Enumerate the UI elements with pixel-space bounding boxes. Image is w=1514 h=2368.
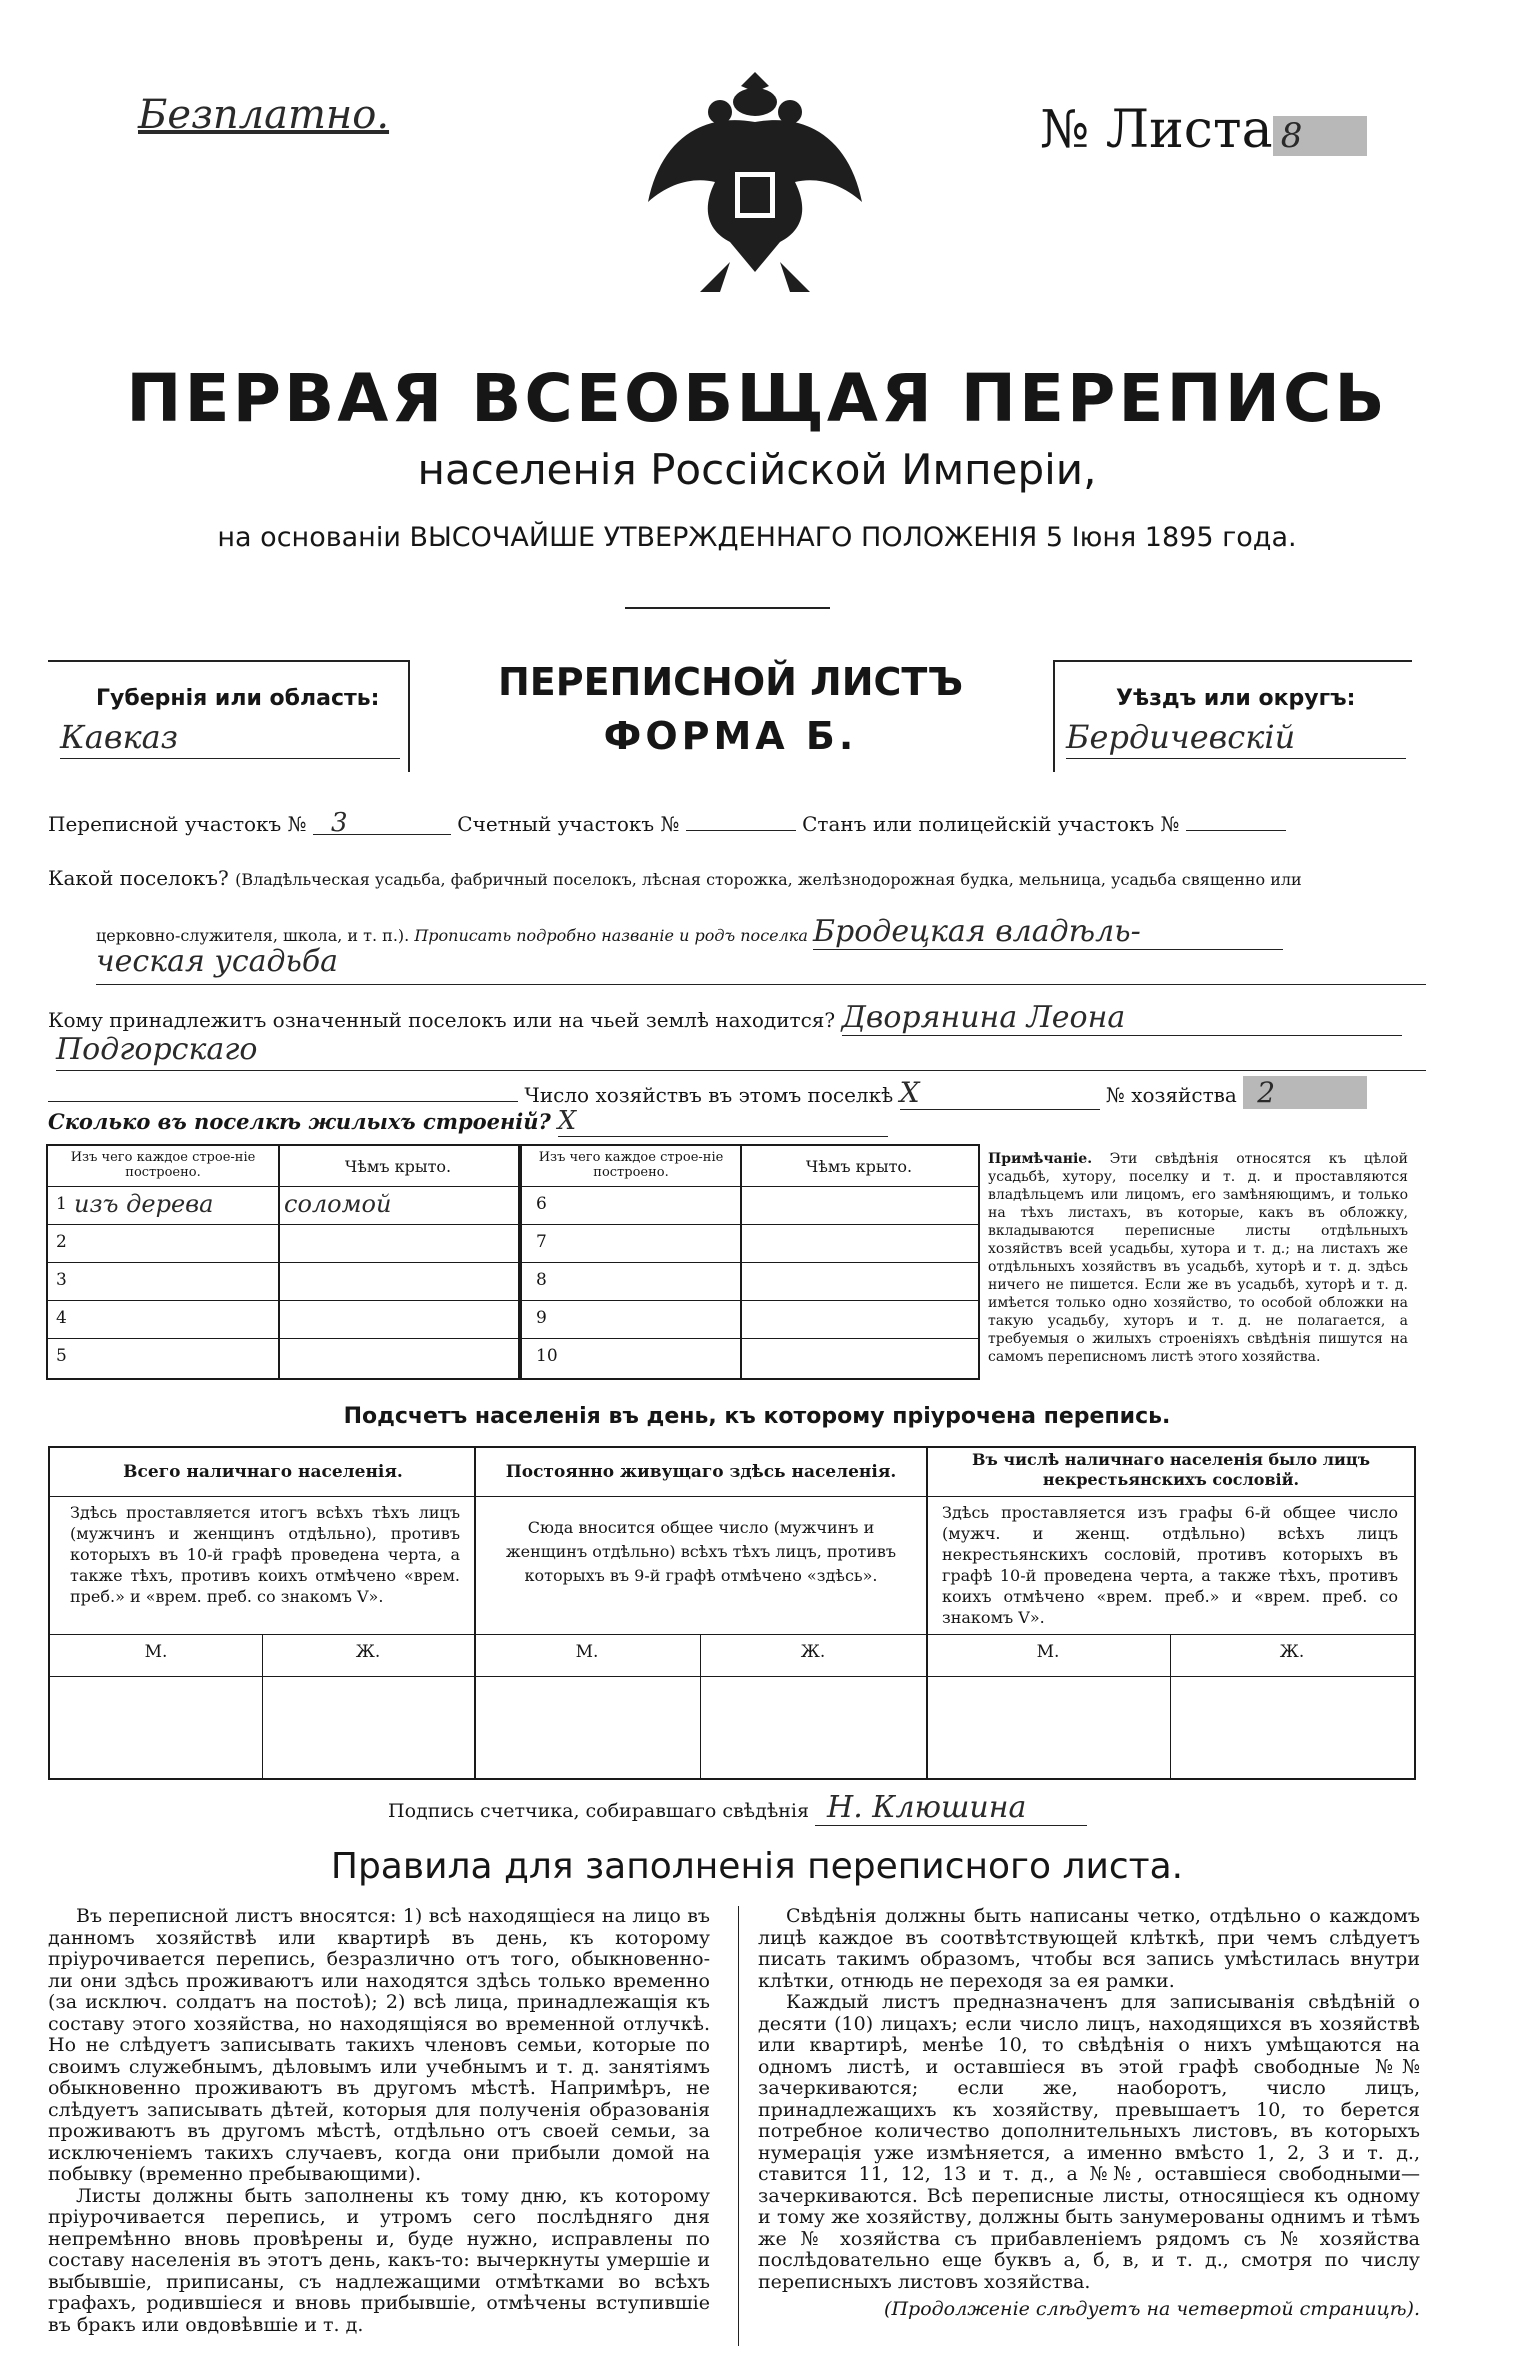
- row-roof: соломой: [284, 1190, 392, 1218]
- page-title: ПЕРВАЯ ВСЕОБЩАЯ ПЕРЕПИСЬ: [126, 360, 1388, 437]
- buildings-col2-header: Чѣмъ крыто.: [344, 1157, 452, 1176]
- households-row: [48, 1076, 1438, 1110]
- count-col1-title: Всего наличнаго населенія.: [123, 1462, 403, 1482]
- rules-right: [758, 1906, 1420, 2321]
- households-value: Х: [900, 1076, 1100, 1110]
- divider: [625, 607, 830, 609]
- coat-of-arms-icon: [640, 72, 870, 302]
- rules-left: [48, 1906, 710, 2336]
- count-col2-text: Сюда вносится общее число (мужчинъ и женщинъ отдѣльно) всѣхъ тѣхъ лицъ, противъ которыхъ въ 9-й графѣ отмѣчено «здѣсь».: [505, 1518, 897, 1585]
- count-heading: Подсчетъ населенія въ день, къ которому пріурочена перепись.: [343, 1404, 1171, 1429]
- buildings-col1-header: Изъ чего каждое строе-ніе построено.: [70, 1150, 256, 1180]
- row-number: 9: [536, 1308, 547, 1328]
- poselok-label: Какой поселокъ?: [48, 866, 229, 890]
- stan-label: Станъ или полицейскій участокъ №: [802, 812, 1180, 836]
- poselok-value-2: ческая усадьба: [96, 944, 1426, 985]
- gubernia-label: Губернія или область:: [96, 686, 380, 711]
- count-col3-title: Въ числѣ наличнаго населенія было лицъ некрестьянскихъ сословій.: [972, 1450, 1370, 1489]
- table-row: [48, 1224, 518, 1262]
- poselok-hint: (Владѣльческая усадьба, фабричный поселокъ, лѣсная сторожка, желѣзнодорожная будка, мельница, усадьба священно или: [235, 870, 1302, 889]
- household-no-label: № хозяйства: [1105, 1083, 1237, 1107]
- row-number: 7: [536, 1232, 547, 1252]
- row-number: 1: [56, 1194, 67, 1214]
- note-text: Эти свѣдѣнія относятся къ цѣлой усадьбѣ, хутору, поселку и т. д. и проставляются владѣльцемъ или лицомъ, его замѣняющимъ, и только на тѣхъ листахъ, въ которые, какъ въ обложку, вкладываются переписные листы отдѣльныхъ хозяйствъ всей усадьбы, хутора и т. д.; на листахъ же отдѣльныхъ хозяйствъ въ усадьбѣ, хуторѣ и т. д. здѣсь ничего не пишется. Если же въ усадьбѣ, хуторѣ и т. д. имѣется только одно хозяйство, то особой обложки на такую усадьбу, хуторъ и т. д. не полагается, а требуемыя о жилыхъ строеніяхъ свѣдѣнія пишутся на самомъ переписномъ листѣ этого хозяйства.: [988, 1151, 1408, 1365]
- buildings-row: [48, 1106, 948, 1137]
- rules-title: Правила для заполненія переписного листа.: [330, 1846, 1184, 1887]
- sheet-number: [1040, 100, 1367, 160]
- buildings-col2-header-right: Чѣмъ крыто.: [805, 1157, 913, 1176]
- count-m-2: М.: [575, 1642, 599, 1662]
- table-row: [48, 1338, 518, 1376]
- signature-value: Н. Клюшина: [815, 1790, 1087, 1826]
- owner-label: Кому принадлежитъ означенный поселокъ или на чьей землѣ находится?: [48, 1008, 836, 1032]
- uchastok-row: [48, 808, 1448, 838]
- gubernia-value: Кавказ: [60, 718, 400, 759]
- note: [988, 1150, 1408, 1366]
- count-col2-title: Постоянно живущаго здѣсь населенія.: [505, 1462, 897, 1482]
- uezd-value: Бердичевскій: [1066, 718, 1406, 759]
- buildings-value: Х: [558, 1106, 888, 1137]
- table-row: [520, 1300, 978, 1338]
- table-row: [48, 1300, 518, 1338]
- count-zh-2: Ж.: [800, 1642, 826, 1662]
- count-col3-text: Здѣсь проставляется изъ графы 6-й общее число (мужч. и женщ. отдѣльно) всѣхъ лицъ некрестьянскихъ сословій, противъ которыхъ въ графѣ 10-й проведена черта, а также тѣхъ, противъ коихъ отмѣчено «врем. преб.» и «врем. преб. со знакомъ V».: [942, 1503, 1398, 1627]
- signature-row: [388, 1790, 1087, 1826]
- table-row: [48, 1186, 518, 1224]
- count-zh-3: Ж.: [1279, 1642, 1305, 1662]
- owner-value-1: Дворянина Леона: [842, 1000, 1402, 1036]
- row-number: 3: [56, 1270, 67, 1290]
- row-material: изъ дерева: [74, 1190, 214, 1218]
- page-subtitle: населенія Россійской Имперіи,: [417, 445, 1097, 494]
- form-name: ФОРМА Б.: [603, 714, 858, 758]
- rules-left-p1: Въ переписной листъ вносятся: 1) всѣ находящіеся на лицо въ данномъ хозяйствѣ или квартирѣ въ день, къ которому пріурочивается перепись, безразлично отъ того, обыкновенно-ли они здѣсь проживаютъ или находятся здѣсь только временно (за исключ. солдатъ на постоѣ); 2) всѣ лица, принадлежащія къ составу этого хозяйства, но находящіяся во временной отлучкѣ. Но не слѣдуетъ записывать такихъ членовъ семьи, которые по своимъ служебнымъ, дѣловымъ или учебнымъ и т. д. занятіямъ обыкновенно проживаютъ въ другомъ мѣстѣ. Напримѣръ, не слѣдуетъ записывать дѣтей, которыя для полученія образованія проживаютъ въ другомъ мѣстѣ, отдѣльно отъ своей семьи, за исключеніемъ такихъ случаевъ, когда они прибыли домой на побывку (временно пребывающими).: [48, 1905, 710, 2185]
- owner-value-2: Подгорскаго: [56, 1032, 1426, 1071]
- rules-right-p1: Свѣдѣнія должны быть написаны четко, отдѣльно о каждомъ лицѣ каждое въ соотвѣтствующей клѣткѣ, при чемъ слѣдуетъ писать такимъ образомъ, чтобы вся запись умѣстилась внутри клѣтки, отнюдь не переходя за ея рамки.: [758, 1905, 1420, 1992]
- household-no-value: 2: [1243, 1076, 1367, 1109]
- schetny-label: Счетный участокъ №: [457, 812, 680, 836]
- count-m-1: М.: [144, 1642, 168, 1662]
- households-label: Число хозяйствъ въ этомъ поселкѣ: [524, 1083, 894, 1107]
- uchastok-label: Переписной участокъ №: [48, 812, 307, 836]
- owner-row: [48, 1000, 1428, 1036]
- count-zh-1: Ж.: [355, 1642, 381, 1662]
- poselok-hint2: церковно-служителя, школа, и т. п.).: [96, 926, 410, 945]
- sheet-no-label: № Листа: [1040, 100, 1273, 160]
- row-number: 10: [536, 1346, 558, 1366]
- sheet-no-value: 8: [1273, 116, 1367, 156]
- table-row: [520, 1224, 978, 1262]
- note-title: Примѣчаніе.: [988, 1151, 1093, 1167]
- count-table: [48, 1446, 1416, 1780]
- uchastok-value: 3: [313, 812, 451, 835]
- table-row: [520, 1186, 978, 1224]
- row-number: 2: [56, 1232, 67, 1252]
- poselok-value-1: Бродецкая владѣль-: [813, 914, 1283, 950]
- rules-left-p2: Листы должны быть заполнены къ тому дню, къ которому пріурочивается перепись, и утромъ сего послѣдняго дня непремѣнно вновь провѣрены и, буде нужно, исправлены по составу населенія въ этотъ день, какъ-то: вычеркнуты умершіе и выбывшіе, приписаны, съ надлежащими отмѣтками во всѣхъ графахъ, родившіеся и вновь прибывшіе, отмѣчены вступившіе въ бракъ или овдовѣвшіе и т. д.: [48, 2184, 710, 2336]
- form-title: ПЕРЕПИСНОЙ ЛИСТЪ: [497, 660, 964, 704]
- buildings-col1-header-right: Изъ чего каждое строе-ніе построено.: [538, 1150, 724, 1180]
- poselok-row: [48, 866, 1428, 890]
- row-number: 8: [536, 1270, 547, 1290]
- buildings-table: [46, 1144, 980, 1380]
- rules-continued: (Продолженіе слѣдуетъ на четвертой страницѣ).: [884, 2298, 1420, 2320]
- row-number: 5: [56, 1346, 67, 1366]
- table-row: [520, 1262, 978, 1300]
- rules-right-p2: Каждый листъ предназначенъ для записыванія свѣдѣній о десяти (10) лицахъ; если число лицъ, находящихся въ хозяйствѣ или квартирѣ, менѣе 10, то свѣдѣнія о нихъ умѣщаются на одномъ листѣ, и оставшіеся въ этой графѣ свободные №№ зачеркиваются; если же, наоборотъ, число лицъ, принадлежащихъ къ хозяйству, превышаетъ 10, то берется потребное количество дополнительныхъ листовъ, въ которыхъ нумерація уже измѣняется, а именно вмѣсто 1, 2, 3 и т. д., ставится 11, 12, 13 и т. д., а №№, оставшіеся свободными—зачеркиваются. Всѣ переписные листы, относящіеся къ одному и тому же хозяйству, должны быть занумерованы однимъ и тѣмъ же № хозяйства съ прибавленіемъ рядомъ съ № хозяйства послѣдовательно еще буквъ а, б, в, и т. д., смотря по числу переписныхъ листовъ хозяйства.: [758, 1991, 1420, 2293]
- poselok-hint3: Прописать подробно названіе и родъ поселка: [414, 926, 808, 945]
- table-row: [48, 1262, 518, 1300]
- free-label: Безплатно.: [138, 92, 390, 138]
- table-row: [520, 1338, 978, 1376]
- count-m-3: М.: [1036, 1642, 1060, 1662]
- uezd-label: Уѣздъ или округъ:: [1116, 686, 1356, 711]
- form-header-box: [48, 660, 1410, 778]
- buildings-label: Сколько въ поселкѣ жилыхъ строеній?: [48, 1109, 551, 1134]
- page-basis: на основаніи ВЫСОЧАЙШЕ УТВЕРЖДЕННАГО ПОЛОЖЕНІЯ 5 Іюня 1895 года.: [217, 522, 1297, 553]
- signature-label: Подпись счетчика, собиравшаго свѣдѣнія: [388, 1800, 809, 1822]
- count-col1-text: Здѣсь проставляется итогъ всѣхъ тѣхъ лицъ (мужчинъ и женщинъ отдѣльно), противъ которыхъ въ 10-й графѣ проведена черта, а также тѣхъ, противъ коихъ отмѣчено «врем. преб.» и «врем. преб. со знакомъ V».: [70, 1503, 460, 1606]
- rules-divider: [738, 1906, 739, 2346]
- row-number: 4: [56, 1308, 67, 1328]
- row-number: 6: [536, 1194, 547, 1214]
